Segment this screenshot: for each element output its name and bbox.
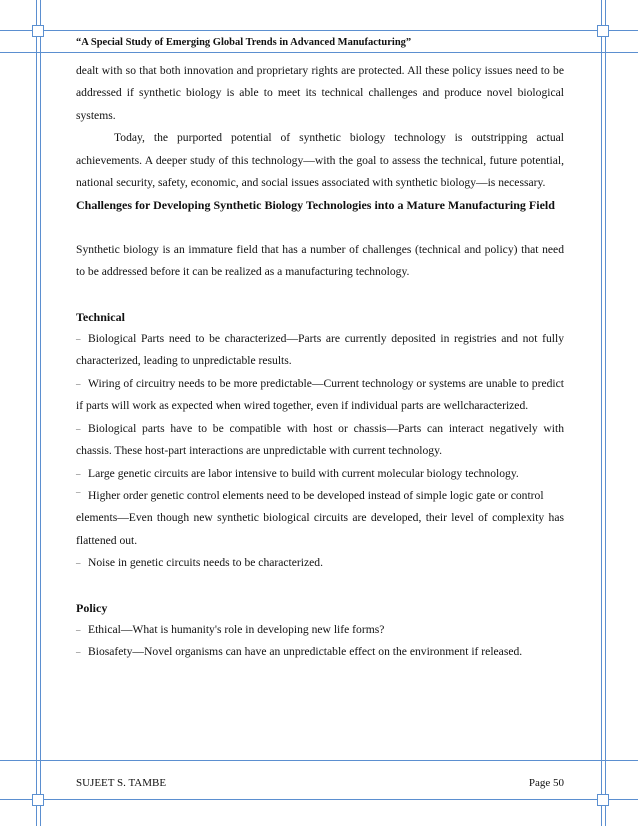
paragraph-3: Synthetic biology is an immature field that has a number of challenges (technical and policy) that need to be addressed before it can be realized as a manufacturing technology. (76, 242, 564, 279)
bullet-icon: ¯ (76, 490, 81, 501)
section-heading-challenges: Challenges for Developing Synthetic Biology Technologies into a Mature Manufacturing Field (76, 198, 555, 213)
paragraph-2: Today, the purported potential of synthetic biology technology is outstripping actual achievements. A deeper study of this technology—with the goal to assess the technical, future potential, national security, safety, economic, and social issues associated with synthetic biology—is necessary. (76, 131, 564, 190)
section-heading-technical: Technical (76, 309, 125, 324)
footer-page-number: Page 50 (528, 777, 564, 789)
border-top-line (0, 30, 638, 31)
border-left-outer (36, 0, 37, 826)
footer-author: SUJEET S. TAMBE (76, 777, 167, 789)
list-item: – Biological parts have to be compatible with host or chassis—Parts can interact negatively with chassis. These host-part interactions are unpredictable with current technology. (76, 418, 564, 463)
list-item-continuation: elements—Even though new synthetic biological circuits are developed, their level of complexity has flattened out. (76, 511, 564, 547)
bullet-icon: – (76, 378, 81, 389)
list-item: – Large genetic circuits are labor intensive to build with current molecular biology technology. (76, 463, 564, 485)
paragraph-1: dealt with so that both innovation and proprietary rights are protected. All these policy issues need to be addressed if synthetic biology is able to meet its technical challenges and produce novel biological systems. (76, 64, 564, 122)
list-item: – Ethical—What is humanity's role in developing new life forms? (76, 619, 564, 641)
border-right-inner (605, 0, 606, 826)
border-right-outer (601, 0, 602, 826)
bullet-icon: – (76, 624, 81, 635)
border-left-inner (40, 0, 41, 826)
list-item: – Wiring of circuitry needs to be more predictable—Current technology or systems are unable to predict if parts will work as expected when wired together, even if individual parts are wellcharacterized. (76, 373, 564, 418)
bullet-icon: – (76, 558, 81, 569)
list-item: – Biological Parts need to be characterized—Parts are currently deposited in registries and not fully characterized, leading to unpredictable results. (76, 328, 564, 373)
bullet-icon: – (76, 468, 81, 479)
bullet-icon: – (76, 423, 81, 434)
bullet-icon: – (76, 334, 81, 345)
list-item: – Noise in genetic circuits needs to be characterized. (76, 552, 564, 574)
list-item: – Biosafety—Novel organisms can have an unpredictable effect on the environment if released. (76, 641, 564, 663)
corner-ornament-tl (32, 25, 44, 37)
page-content (76, 60, 564, 664)
corner-ornament-tr (597, 25, 609, 37)
corner-ornament-br (597, 794, 609, 806)
border-bottom-line (0, 799, 638, 800)
bullet-icon: – (76, 647, 81, 658)
border-footer-rule (0, 760, 638, 761)
page-header: “A Special Study of Emerging Global Trends in Advanced Manufacturing” (76, 37, 412, 48)
border-header-rule (0, 52, 638, 53)
corner-ornament-bl (32, 794, 44, 806)
list-item: ¯ Higher order genetic control elements need to be developed instead of simple logic gate or control (76, 485, 564, 507)
section-heading-policy: Policy (76, 600, 108, 615)
